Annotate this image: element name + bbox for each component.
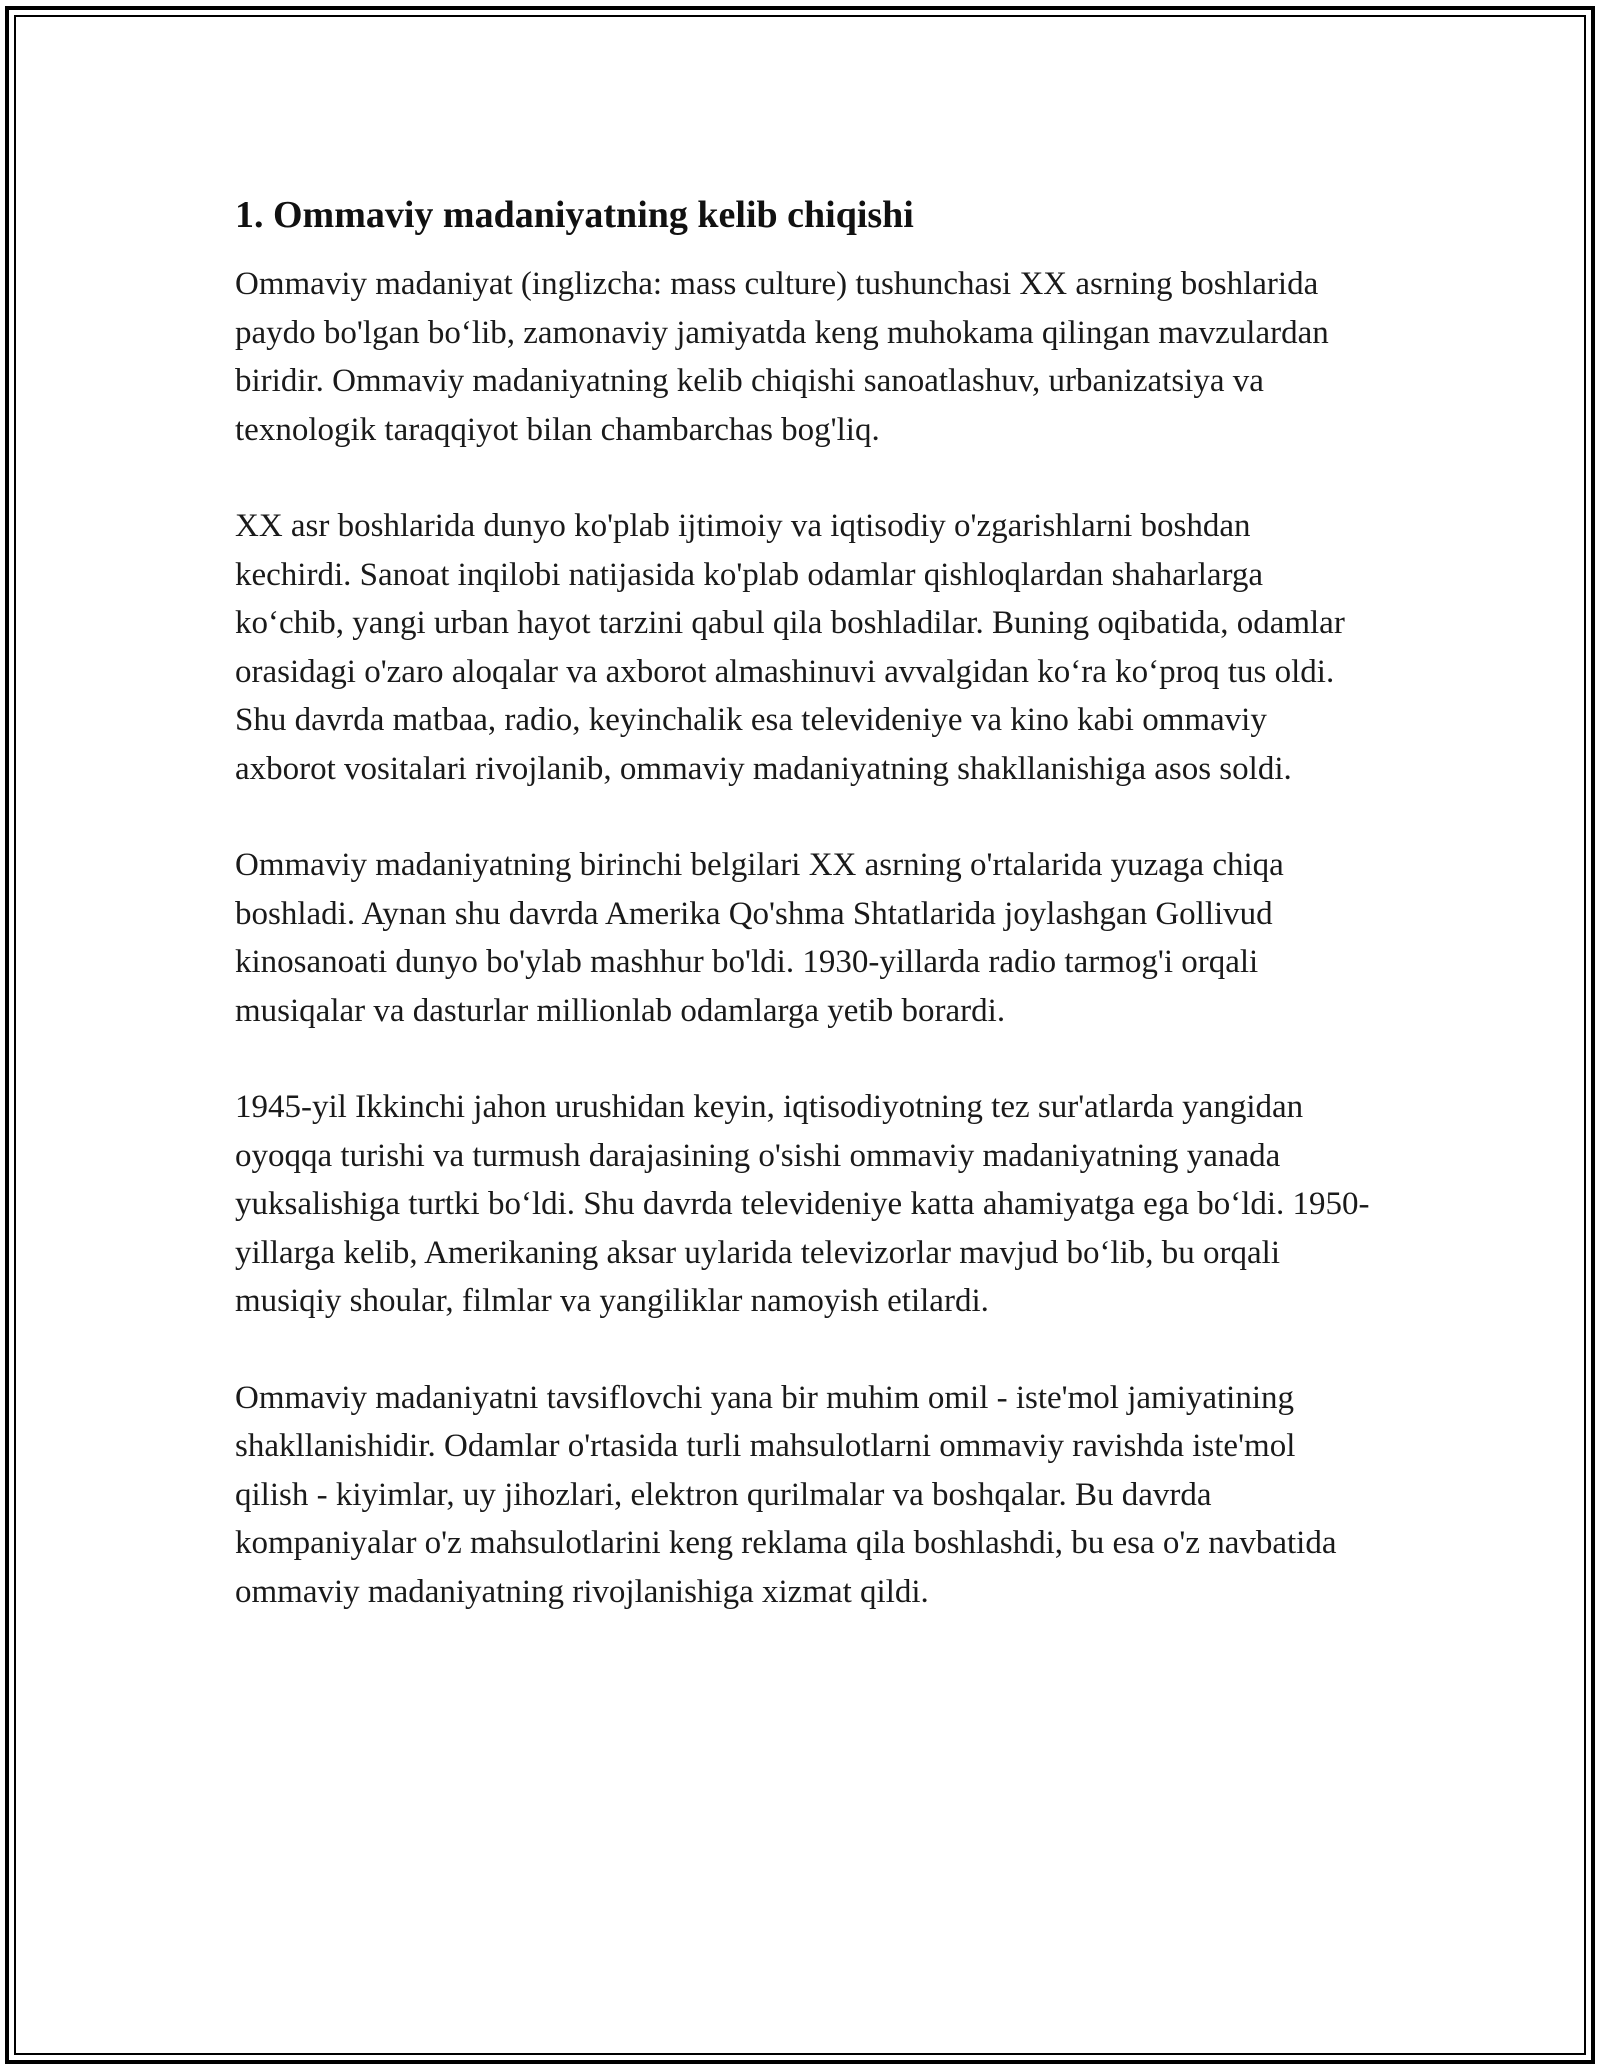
- document-body: [235, 188, 1375, 1664]
- paragraph-4: 1945-yil Ikkinchi jahon urushidan keyin, iqtisodiyotning tez sur'atlarda yangidan oyoqqa turishi va turmush darajasining o'sishi ommaviy madaniyatning yanada yuksalishiga turtki boʻldi. Shu davrda televideniye katta ahamiyatga ega boʻldi. 1950-yillarga kelib, Amerikaning aksar uylarida televizorlar mavjud boʻlib, bu orqali musiqiy shoular, filmlar va yangiliklar namoyish etilardi.: [235, 1089, 1370, 1319]
- section-heading: 1. Ommaviy madaniyatning kelib chiqishi: [235, 194, 914, 236]
- paragraph-1: Ommaviy madaniyat (inglizcha: mass culture) tushunchasi XX asrning boshlarida paydo bo'lgan boʻlib, zamonaviy jamiyatda keng muhokama qilingan mavzulardan biridir. Ommaviy madaniyatning kelib chiqishi sanoatlashuv, urbanizatsiya va texnologik taraqqiyot bilan chambarchas bog'liq.: [235, 266, 1329, 448]
- paragraph-3: Ommaviy madaniyatning birinchi belgilari XX asrning o'rtalarida yuzaga chiqa boshladi. Aynan shu davrda Amerika Qo'shma Shtatlarida joylashgan Gollivud kinosanoati dunyo bo'ylab mashhur bo'ldi. 1930-yillarda radio tarmog'i orqali musiqalar va dasturlar millionlab odamlarga yetib borardi.: [235, 847, 1284, 1029]
- paragraph-2: XX asr boshlarida dunyo ko'plab ijtimoiy va iqtisodiy o'zgarishlarni boshdan kechirdi. Sanoat inqilobi natijasida ko'plab odamlar qishloqlardan shaharlarga koʻchib, yangi urban hayot tarzini qabul qila boshladilar. Buning oqibatida, odamlar orasidagi o'zaro aloqalar va axborot almashinuvi avvalgidan koʻra koʻproq tus oldi. Shu davrda matbaa, radio, keyinchalik esa televideniye va kino kabi ommaviy axborot vositalari rivojlanib, ommaviy madaniyatning shakllanishiga asos soldi.: [235, 508, 1345, 787]
- paragraph-5: Ommaviy madaniyatni tavsiflovchi yana bir muhim omil - iste'mol jamiyatining shakllanishidir. Odamlar o'rtasida turli mahsulotlarni ommaviy ravishda iste'mol qilish - kiyimlar, uy jihozlari, elektron qurilmalar va boshqalar. Bu davrda kompaniyalar o'z mahsulotlarini keng reklama qila boshlashdi, bu esa o'z navbatida ommaviy madaniyatning rivojlanishiga xizmat qildi.: [235, 1379, 1337, 1610]
